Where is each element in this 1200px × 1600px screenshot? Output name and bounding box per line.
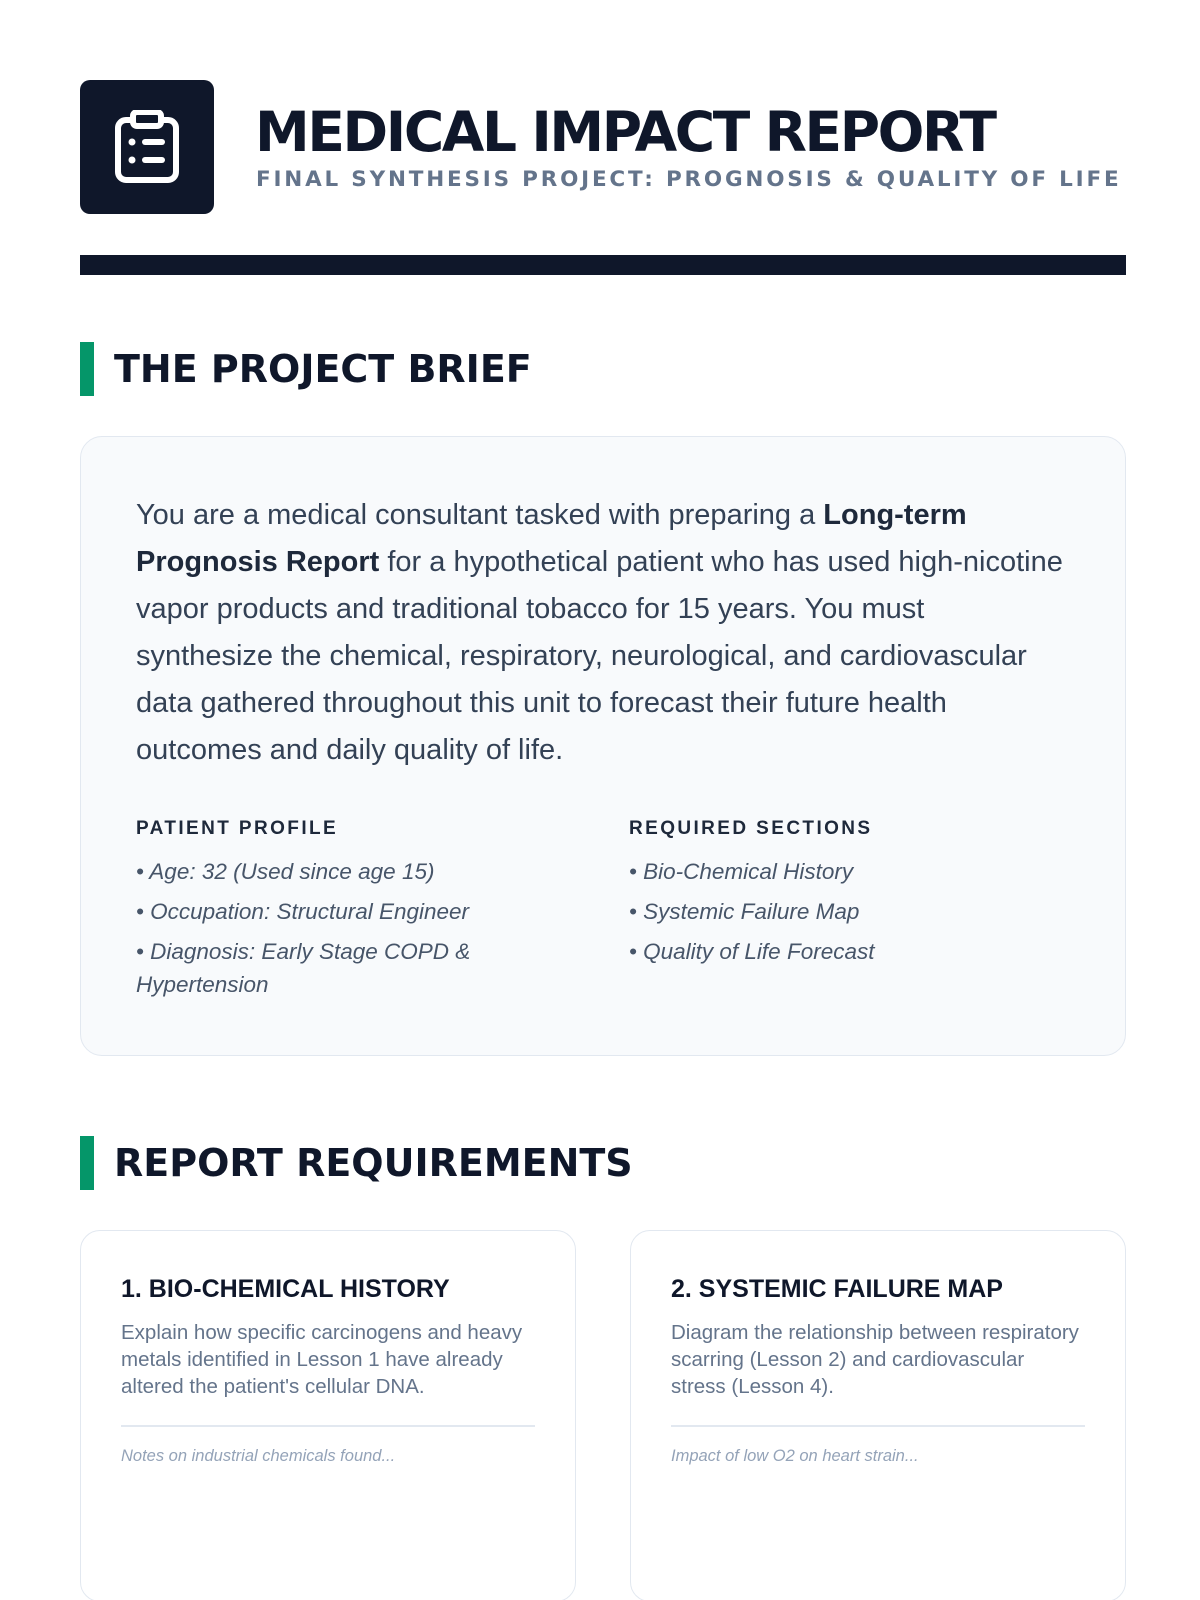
requirement-description: Explain how specific carcinogens and heavy metals identified in Lesson 1 have already altered the patient's cellular DNA. (121, 1321, 523, 1398)
required-section-item: • Systemic Failure Map (629, 899, 860, 924)
brief-paragraph (136, 492, 1066, 774)
notes-placeholder[interactable]: Impact of low O2 on heart strain... (671, 1447, 919, 1465)
patient-profile-label: PATIENT PROFILE (136, 818, 339, 839)
required-section-item: • Quality of Life Forecast (629, 939, 875, 964)
brief-text-intro: You are a medical consultant tasked with preparing a (136, 499, 824, 531)
patient-profile-item: • Diagnosis: Early Stage COPD & Hypertension (136, 939, 471, 997)
requirement-title: 1. BIO-CHEMICAL HISTORY (121, 1275, 450, 1303)
requirements-section-title: REPORT REQUIREMENTS (114, 1141, 633, 1185)
notes-placeholder[interactable]: Notes on industrial chemicals found... (121, 1447, 396, 1465)
requirement-card-biochemical (80, 1230, 576, 1600)
requirement-title: 2. SYSTEMIC FAILURE MAP (671, 1275, 1003, 1303)
requirement-divider (671, 1425, 1085, 1427)
brief-text-body: for a hypothetical patient who has used high-nicotine vapor products and traditional tobacco for 15 years. You must synthesize the chemical, respiratory, neurological, and cardiovascular data gathered throughout this unit to forecast their future health outcomes and daily quality of life. (136, 546, 1063, 766)
requirement-card-systemic (630, 1230, 1126, 1600)
page-title: MEDICAL IMPACT REPORT (255, 100, 995, 164)
requirement-divider (121, 1425, 535, 1427)
required-sections-column (629, 817, 1049, 975)
section-accent-bar (80, 342, 94, 396)
header-divider (80, 255, 1126, 275)
required-sections-label: REQUIRED SECTIONS (629, 818, 873, 839)
required-section-item: • Bio-Chemical History (629, 859, 854, 884)
brief-section-title: THE PROJECT BRIEF (114, 347, 532, 391)
section-accent-bar (80, 1136, 94, 1190)
brief-text-emphasis: Long-term Prognosis Report (136, 499, 967, 578)
page-subtitle: FINAL SYNTHESIS PROJECT: PROGNOSIS & QUALITY OF LIFE (256, 167, 1122, 192)
requirement-description: Diagram the relationship between respiratory scarring (Lesson 2) and cardiovascular stress (Lesson 4). (671, 1321, 1079, 1398)
project-brief-card (80, 436, 1126, 1056)
patient-profile-item: • Occupation: Structural Engineer (136, 899, 470, 924)
patient-profile-item: • Age: 32 (Used since age 15) (136, 859, 435, 884)
clipboard-list-icon (113, 110, 181, 184)
report-logo (80, 80, 214, 214)
patient-profile-column (136, 817, 556, 1008)
report-header (80, 80, 1120, 214)
